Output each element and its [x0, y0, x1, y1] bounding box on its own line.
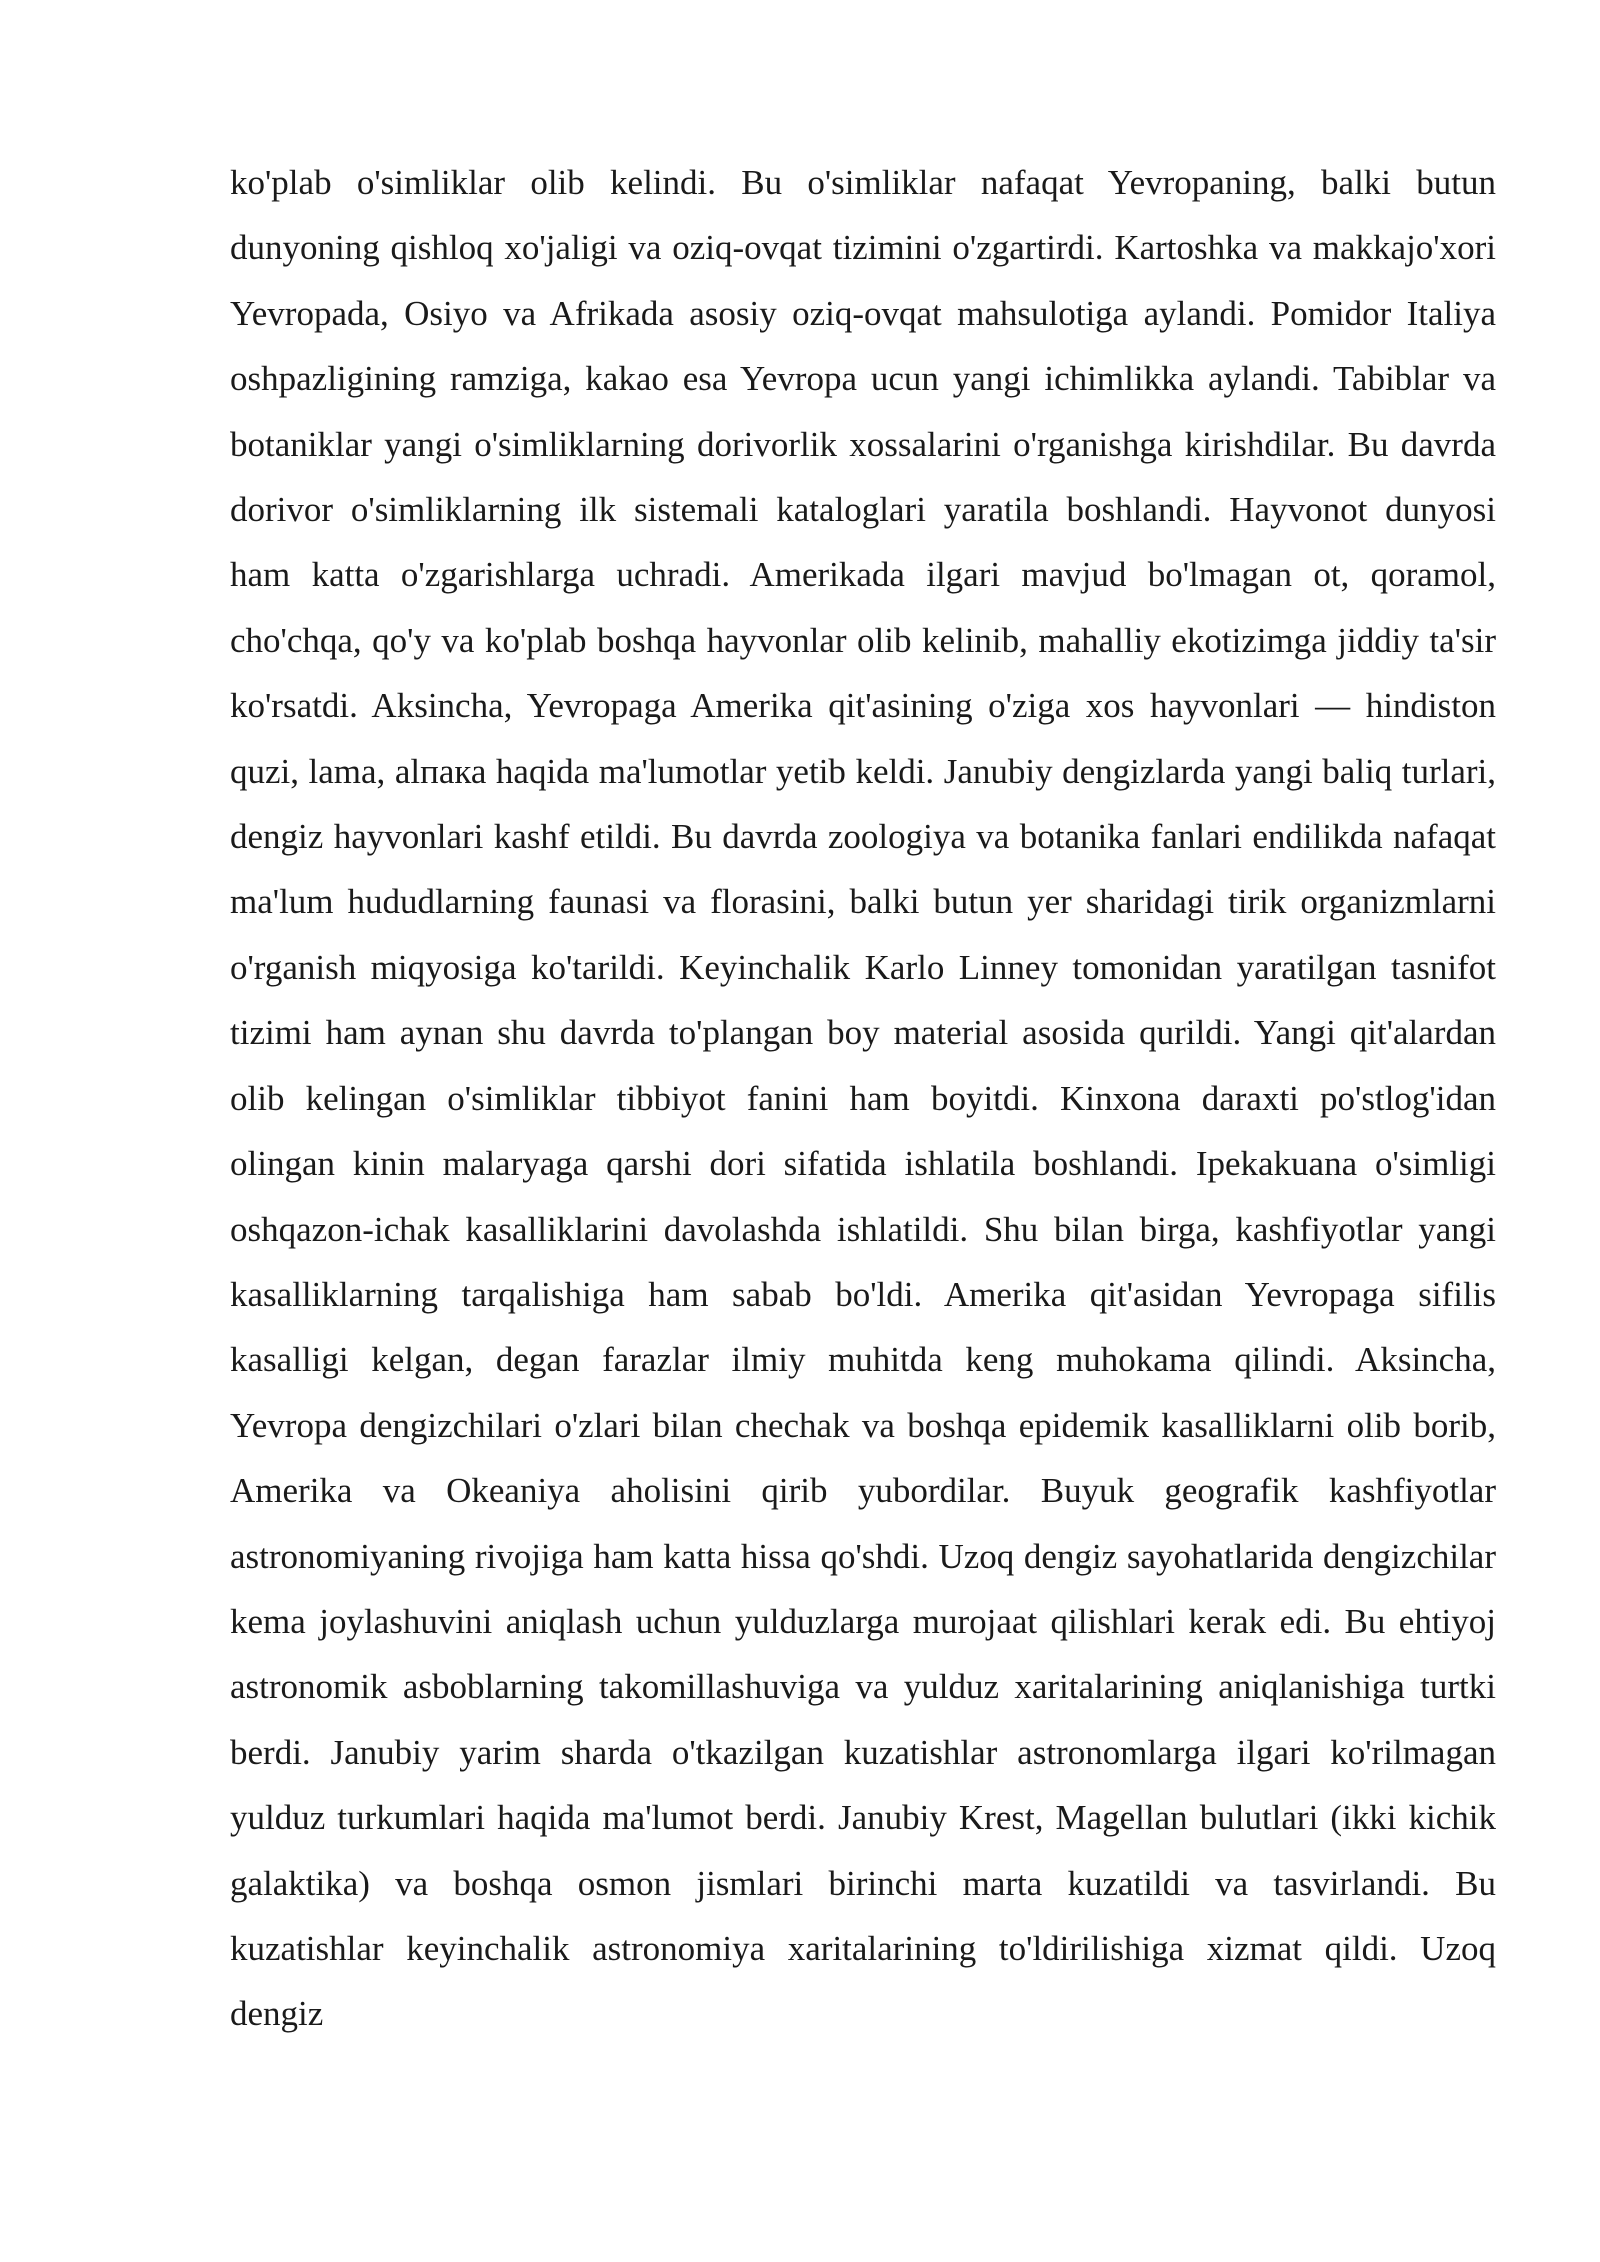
body-paragraph: ko'plab o'simliklar olib kelindi. Bu o'simliklar nafaqat Yevropaning, balki butun dunyoning qishloq xo'jaligi va oziq-ovqat tizimini o'zgartirdi. Kartoshka va makkajo'xori Yevropada, Osiyo va Afrikada asosiy oziq-ovqat mahsulotiga aylandi. Pomidor Italiya oshpazligining ramziga, kakao esa Yevropa ucun yangi ichimlikka aylandi. Tabiblar va botaniklar yangi o'simliklarning dorivorlik xossalarini o'rganishga kirishdilar. Bu davrda dorivor o'simliklarning ilk sistemali kataloglari yaratila boshlandi. Hayvonot dunyosi ham katta o'zgarishlarga uchradi. Amerikada ilgari mavjud bo'lmagan ot, qoramol, cho'chqa, qo'y va ko'plab boshqa hayvonlar olib kelinib, mahalliy ekotizimga jiddiy ta'sir ko'rsatdi. Aksincha, Yevropaga Amerika qit'asining o'ziga xos hayvonlari — hindiston quzi, lama, alпака haqida ma'lumotlar yetib keldi. Janubiy dengizlarda yangi baliq turlari, dengiz hayvonlari kashf etildi. Bu davrda zoologiya va botanika fanlari endilikda nafaqat ma'lum hududlarning faunasi va florasini, balki butun yer sharidagi tirik organizmlarni o'rganish miqyosiga ko'tarildi. Keyinchalik Karlo Linney tomonidan yaratilgan tasnifot tizimi ham aynan shu davrda to'plangan boy material asosida qurildi. Yangi qit'alardan olib kelingan o'simliklar tibbiyot fanini ham boyitdi. Kinxona daraxti po'stlog'idan olingan kinin malaryaga qarshi dori sifatida ishlatila boshlandi. Ipekakuana o'simligi oshqazon-ichak kasalliklarini davolashda ishlatildi. Shu bilan birga, kashfiyotlar yangi kasalliklarning tarqalishiga ham sabab bo'ldi. Amerika qit'asidan Yevropaga sifilis kasalligi kelgan, degan farazlar ilmiy muhitda keng muhokama qilindi. Aksincha, Yevropa dengizchilari o'zlari bilan chechak va boshqa epidemik kasalliklarni olib borib, Amerika va Okeaniya aholisini qirib yubordilar. Buyuk geografik kashfiyotlar astronomiyaning rivojiga ham katta hissa qo'shdi. Uzoq dengiz sayohatlarida dengizchilar kema joylashuvini aniqlash uchun yulduzlarga murojaat qilishlari kerak edi. Bu ehtiyoj astronomik asboblarning takomillashuviga va yulduz xaritalarining aniqlanishiga turtki berdi. Janubiy yarim sharda o'tkazilgan kuzatishlar astronomlarga ilgari ko'rilmagan yulduz turkumlari haqida ma'lumot berdi. Janubiy Krest, Magellan bulutlari (ikki kichik galaktika) va boshqa osmon jismlari birinchi marta kuzatildi va tasvirlandi. Bu kuzatishlar keyinchalik astronomiya xaritalarining to'ldirilishiga xizmat qildi. Uzoq dengiz	[230, 163, 1496, 2034]
